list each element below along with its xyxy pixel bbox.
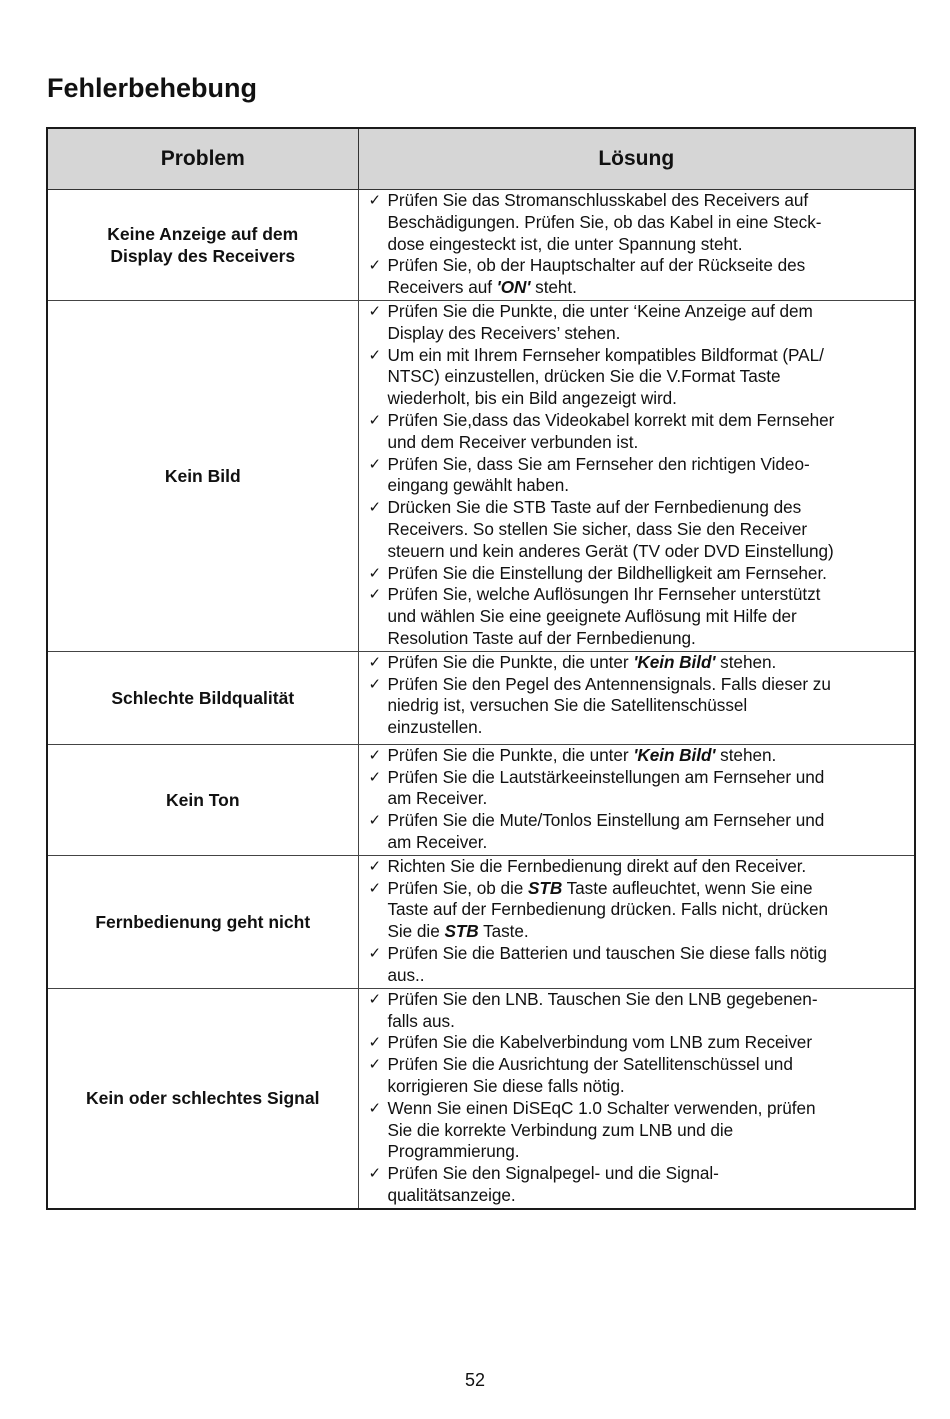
page-number: 52 (464, 1370, 486, 1390)
solution-cell (358, 190, 915, 301)
solution-item (369, 989, 915, 1033)
solution-item (369, 652, 915, 674)
solution-item (369, 1163, 915, 1207)
solution-item (369, 1054, 915, 1098)
solution-item (369, 584, 915, 649)
solution-item (369, 810, 915, 854)
table-row (47, 300, 915, 651)
table-row (47, 855, 915, 988)
solution-cell (358, 300, 915, 651)
check-icon: ✓ (368, 674, 382, 693)
solution-line: falls aus. (387, 1010, 455, 1031)
solution-line: Prüfen Sie, welche Auflösungen Ihr Fernseher unterstützt (387, 584, 821, 605)
check-icon: ✓ (368, 410, 382, 429)
solution-line: niedrig ist, versuchen Sie die Satellitenschüssel (387, 695, 748, 716)
solution-line: Prüfen Sie die Lautstärkeeinstellungen am Fernseher und (387, 766, 825, 787)
solution-line: Prüfen Sie, dass Sie am Fernseher den richtigen Video- (387, 453, 810, 474)
check-icon: ✓ (368, 563, 382, 582)
solution-item (369, 674, 915, 739)
solution-line: Prüfen Sie, ob der Hauptschalter auf der Rückseite des (387, 255, 806, 276)
table-row (47, 988, 915, 1208)
solution-item (369, 1032, 915, 1054)
solution-line: Prüfen Sie die Ausrichtung der Satellitenschüssel und (387, 1054, 793, 1075)
table-body (47, 190, 915, 1209)
solution-cell (358, 651, 915, 744)
check-icon: ✓ (368, 498, 382, 517)
solution-item (369, 190, 915, 255)
problem-cell (47, 651, 358, 744)
solution-line: am Receiver. (387, 788, 488, 809)
solution-line: dose eingesteckt ist, die unter Spannung steht. (387, 233, 743, 254)
check-icon: ✓ (368, 585, 382, 604)
solution-list (369, 856, 915, 987)
problem-cell (47, 744, 358, 855)
solution-item (369, 410, 915, 454)
problem-cell (47, 190, 358, 301)
solution-list (369, 301, 915, 650)
problem-cell (47, 988, 358, 1208)
check-icon: ✓ (368, 1055, 382, 1074)
check-icon: ✓ (368, 191, 382, 209)
solution-line: Beschädigungen. Prüfen Sie, ob das Kabel in eine Steck- (387, 211, 822, 232)
solution-line: Prüfen Sie die Punkte, die unter 'Kein Bild' stehen. (387, 651, 777, 672)
check-icon: ✓ (368, 989, 382, 1008)
check-icon: ✓ (368, 943, 382, 962)
check-icon: ✓ (368, 745, 382, 764)
solution-line: NTSC) einzustellen, drücken Sie die V.Format Taste (387, 366, 781, 387)
solution-item (369, 301, 915, 345)
solution-cell (358, 855, 915, 988)
problem-text: Kein oder schlechtes Signal (86, 1088, 320, 1109)
solution-line: Drücken Sie die STB Taste auf der Fernbedienung des (387, 497, 802, 518)
check-icon: ✓ (368, 1164, 382, 1183)
check-icon: ✓ (368, 345, 382, 364)
solution-line: Prüfen Sie das Stromanschlusskabel des Receivers auf (387, 190, 809, 210)
solution-item (369, 454, 915, 498)
solution-line: Prüfen Sie den Pegel des Antennensignals. Falls dieser zu (387, 673, 831, 694)
table-row (47, 190, 915, 301)
problem-text: Kein Bild (164, 465, 241, 486)
solution-line: Prüfen Sie, ob die STB Taste aufleuchtet, wenn Sie eine (387, 877, 813, 898)
problem-text: Display des Receivers (110, 245, 296, 266)
solution-list (369, 190, 915, 299)
solution-line: Wenn Sie einen DiSEqC 1.0 Schalter verwenden, prüfen (387, 1097, 816, 1118)
troubleshooting-table (46, 127, 916, 1210)
problem-cell (47, 855, 358, 988)
solution-line: Prüfen Sie die Mute/Tonlos Einstellung am Fernseher und (387, 810, 825, 831)
problem-text: Keine Anzeige auf dem (107, 223, 299, 244)
solution-line: Sie die korrekte Verbindung zum LNB und die (387, 1119, 734, 1140)
table-row (47, 744, 915, 855)
solution-cell (358, 744, 915, 855)
check-icon: ✓ (368, 811, 382, 830)
header-problem: Problem (47, 128, 358, 190)
solution-line: und dem Receiver verbunden ist. (387, 431, 639, 452)
solution-line: Prüfen Sie den LNB. Tauschen Sie den LNB gegebenen- (387, 988, 818, 1009)
check-icon: ✓ (368, 878, 382, 897)
solution-item (369, 767, 915, 811)
solution-line: wiederholt, bis ein Bild angezeigt wird. (387, 388, 677, 409)
check-icon: ✓ (368, 454, 382, 473)
solution-line: Resolution Taste auf der Fernbedienung. (387, 627, 696, 648)
page-title: Fehlerbehebung (47, 73, 258, 103)
solution-line: einzustellen. (387, 717, 483, 738)
solution-line: aus.. (387, 964, 425, 985)
solution-line: Prüfen Sie die Batterien und tauschen Sie diese falls nötig (387, 942, 827, 963)
solution-line: korrigieren Sie diese falls nötig. (387, 1075, 625, 1096)
check-icon: ✓ (368, 856, 382, 875)
solution-list (369, 745, 915, 854)
check-icon: ✓ (368, 301, 382, 320)
solution-line: Prüfen Sie den Signalpegel- und die Signal- (387, 1163, 719, 1184)
solution-line: Prüfen Sie,dass das Videokabel korrekt mit dem Fernseher (387, 409, 835, 430)
solution-item (369, 943, 915, 987)
solution-line: Receivers. So stellen Sie sicher, dass Sie den Receiver (387, 518, 808, 539)
solution-line: Display des Receivers’ stehen. (387, 322, 621, 343)
check-icon: ✓ (368, 1033, 382, 1052)
problem-text: Fernbedienung geht nicht (95, 911, 311, 932)
solution-line: Um ein mit Ihrem Fernseher kompatibles Bildformat (PAL/ (387, 344, 824, 365)
solution-list (369, 989, 915, 1207)
table-row (47, 651, 915, 744)
solution-line: und wählen Sie eine geeignete Auflösung mit Hilfe der (387, 606, 797, 627)
solution-line: Prüfen Sie die Punkte, die unter ‘Keine Anzeige auf dem (387, 300, 813, 321)
solution-list (369, 652, 915, 739)
solution-line: Prüfen Sie die Punkte, die unter 'Kein Bild' stehen. (387, 744, 777, 765)
problem-text: Schlechte Bildqualität (111, 687, 295, 708)
header-solution: Lösung (358, 128, 915, 190)
solution-item (369, 563, 915, 585)
solution-item (369, 497, 915, 562)
solution-line: Richten Sie die Fernbedienung direkt auf den Receiver. (387, 855, 807, 876)
check-icon: ✓ (368, 256, 382, 275)
solution-line: Prüfen Sie die Einstellung der Bildhelligkeit am Fernseher. (387, 562, 827, 583)
solution-cell (358, 988, 915, 1208)
solution-line: Prüfen Sie die Kabelverbindung vom LNB zum Receiver (387, 1032, 812, 1053)
problem-cell (47, 300, 358, 651)
solution-item (369, 1098, 915, 1163)
solution-line: am Receiver. (387, 831, 488, 852)
solution-item (369, 255, 915, 299)
solution-line: qualitätsanzeige. (387, 1184, 516, 1205)
solution-line: steuern und kein anderes Gerät (TV oder DVD Einstellung) (387, 540, 834, 561)
solution-item (369, 745, 915, 767)
check-icon: ✓ (368, 1098, 382, 1117)
solution-line: Receivers auf 'ON' steht. (387, 277, 577, 298)
check-icon: ✓ (368, 767, 382, 786)
check-icon: ✓ (368, 652, 382, 671)
solution-item (369, 345, 915, 410)
problem-text: Kein Ton (165, 789, 240, 810)
table-header-row (47, 128, 915, 190)
solution-line: Taste auf der Fernbedienung drücken. Falls nicht, drücken (387, 899, 828, 920)
solution-item (369, 878, 915, 943)
solution-line: eingang gewählt haben. (387, 475, 569, 496)
solution-line: Programmierung. (387, 1141, 520, 1162)
solution-line: Sie die STB Taste. (387, 921, 529, 942)
solution-item (369, 856, 915, 878)
